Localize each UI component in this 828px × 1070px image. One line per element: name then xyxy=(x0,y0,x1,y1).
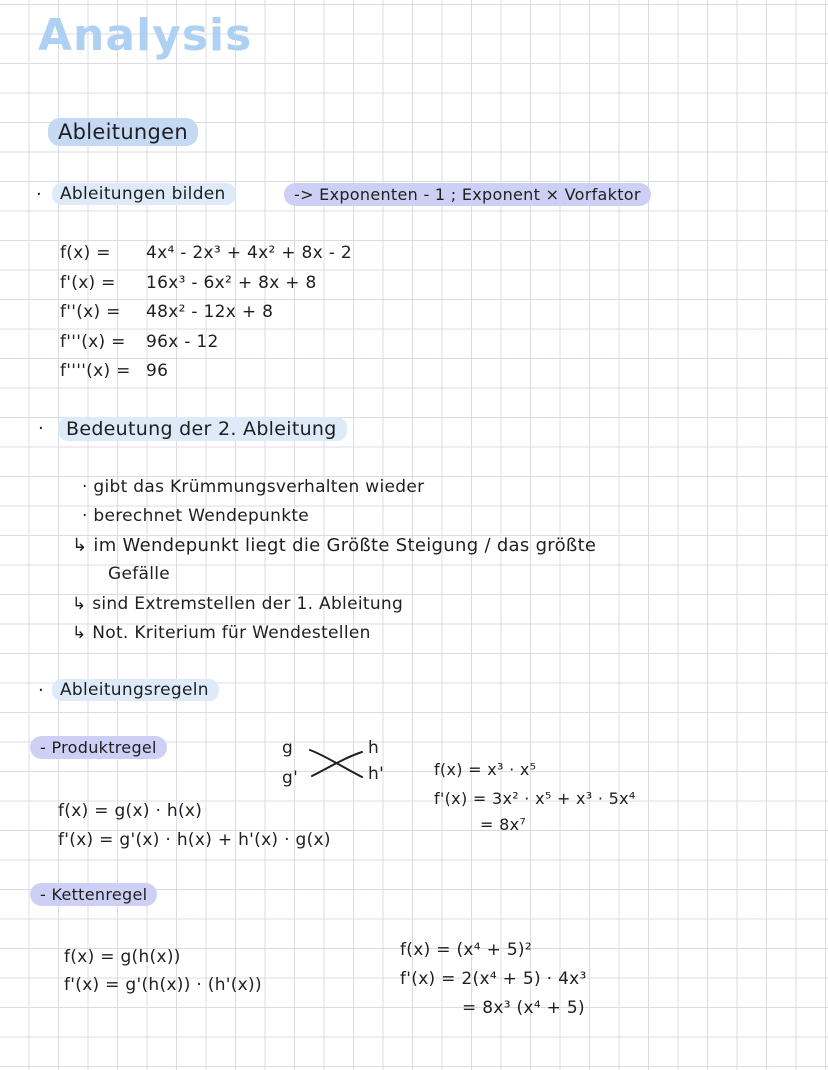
derivative-lhs: f''(x) = xyxy=(60,302,121,322)
rule-note xyxy=(284,185,651,204)
cross-g: g xyxy=(282,738,294,758)
subheading-bilden xyxy=(52,184,236,204)
bullet: · xyxy=(36,184,43,205)
derivative-rhs: 16x³ - 6x² + 8x + 8 xyxy=(146,273,317,293)
cross-gp: g' xyxy=(282,768,299,788)
list-item: Gefälle xyxy=(108,564,171,584)
list-item: · berechnet Wendepunkte xyxy=(82,506,310,526)
kette-example-1: f(x) = (x⁴ + 5)² xyxy=(400,940,532,960)
derivative-lhs: f'''(x) = xyxy=(60,332,126,352)
derivative-rhs: 48x² - 12x + 8 xyxy=(146,302,274,322)
cross-h: h xyxy=(368,738,380,758)
subheading-bedeutung xyxy=(58,418,347,440)
subheading-regeln-label: Ableitungsregeln xyxy=(52,679,219,701)
kette-example-3: = 8x³ (x⁴ + 5) xyxy=(462,998,585,1018)
rule-note-text: -> Exponenten - 1 ; Exponent × Vorfaktor xyxy=(284,183,651,206)
page-title: Analysis xyxy=(38,10,253,61)
derivative-lhs: f'(x) = xyxy=(60,273,116,293)
cross-lines xyxy=(306,746,366,780)
list-item: · gibt das Krümmungsverhalten wieder xyxy=(82,477,425,497)
list-item: ↳ sind Extremstellen der 1. Ableitung xyxy=(72,594,404,614)
section-heading xyxy=(48,120,198,144)
kette-fp: f'(x) = g'(h(x)) · (h'(x)) xyxy=(64,975,262,995)
produktregel-label: - Produktregel xyxy=(30,736,167,759)
derivative-rhs: 96x - 12 xyxy=(146,332,219,352)
bullet: · xyxy=(38,418,45,439)
subheading-regeln xyxy=(52,680,219,700)
derivative-lhs: f''''(x) = xyxy=(60,361,131,381)
produktregel-heading xyxy=(30,738,167,757)
list-item: ↳ im Wendepunkt liegt die Größte Steigung / das größte xyxy=(72,535,597,556)
subheading-bilden-label: Ableitungen bilden xyxy=(52,183,236,205)
derivative-lhs: f(x) = xyxy=(60,243,111,263)
bullet: · xyxy=(38,680,45,701)
produkt-example-3: = 8x⁷ xyxy=(480,815,527,834)
derivative-rhs: 96 xyxy=(146,361,169,381)
kettenregel-heading xyxy=(30,885,157,904)
subheading-bedeutung-label: Bedeutung der 2. Ableitung xyxy=(58,417,347,441)
section-ableitungen-label: Ableitungen xyxy=(48,118,198,146)
produkt-example-1: f(x) = x³ · x⁵ xyxy=(434,760,537,779)
kette-f: f(x) = g(h(x)) xyxy=(64,947,181,967)
kettenregel-label: - Kettenregel xyxy=(30,883,157,906)
produkt-f: f(x) = g(x) · h(x) xyxy=(58,801,203,821)
derivative-rhs: 4x⁴ - 2x³ + 4x² + 8x - 2 xyxy=(146,243,352,263)
list-item: ↳ Not. Kriterium für Wendestellen xyxy=(72,623,371,643)
produkt-example-2: f'(x) = 3x² · x⁵ + x³ · 5x⁴ xyxy=(434,789,636,808)
cross-hp: h' xyxy=(368,764,385,784)
produkt-fp: f'(x) = g'(x) · h(x) + h'(x) · g(x) xyxy=(58,830,331,850)
kette-example-2: f'(x) = 2(x⁴ + 5) · 4x³ xyxy=(400,969,587,989)
